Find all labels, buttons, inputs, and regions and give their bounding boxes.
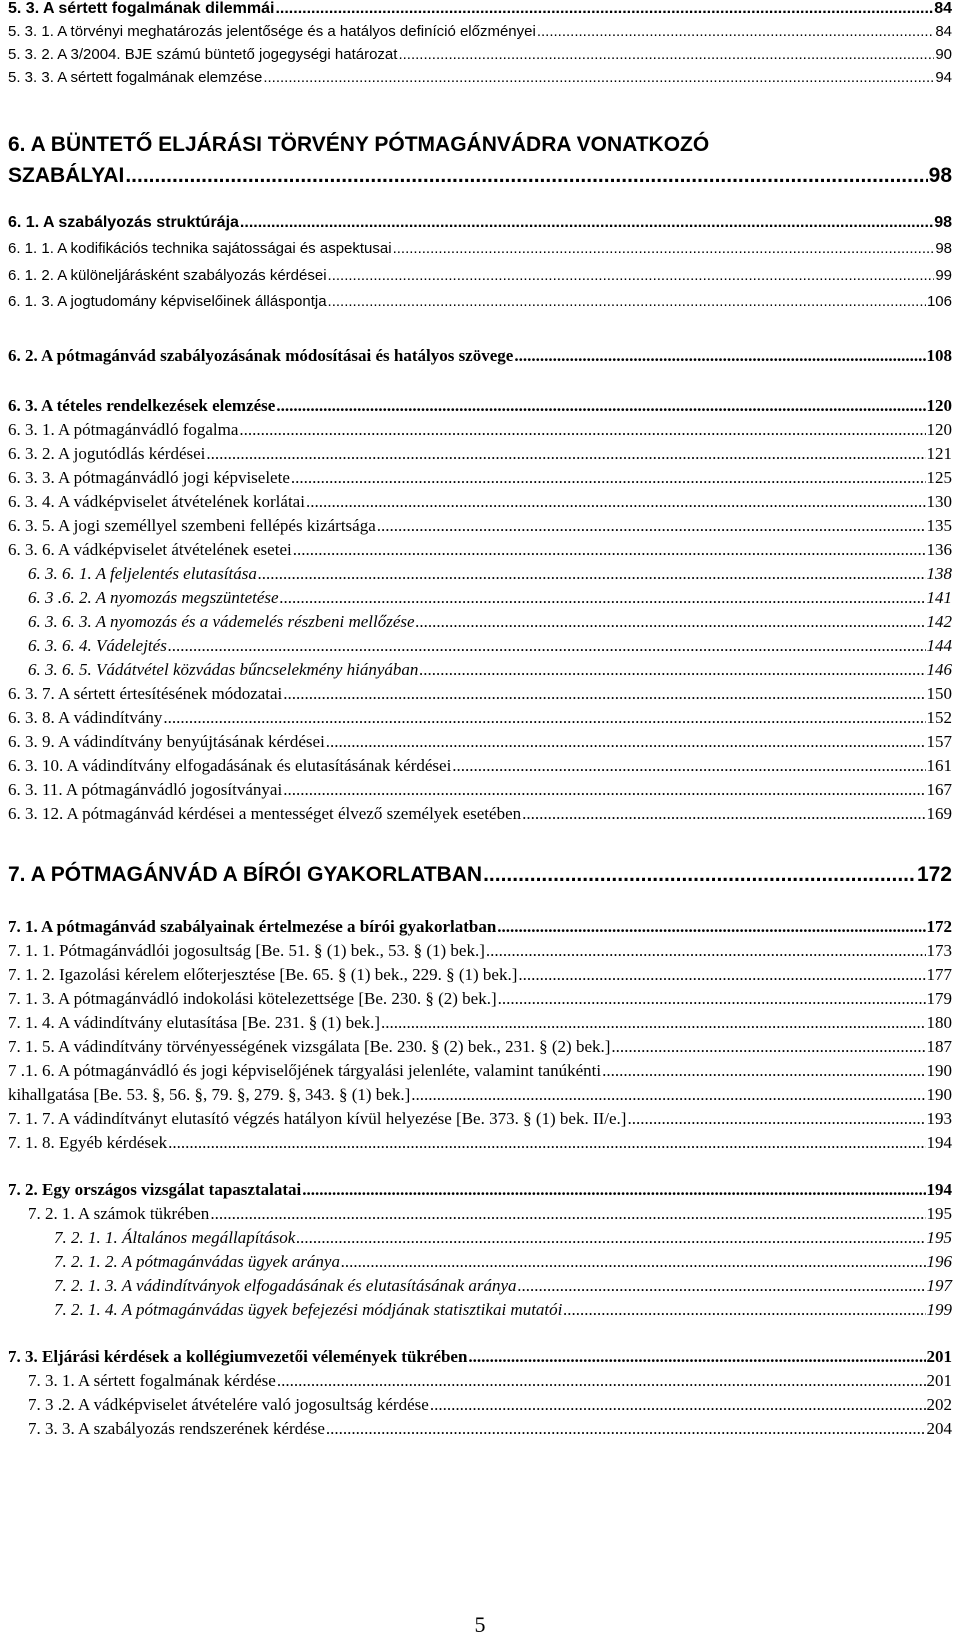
toc-entry-page: 194 bbox=[926, 1133, 952, 1152]
toc-entry-title: 7. 3. 1. A sértett fogalmának kérdése bbox=[28, 1371, 276, 1390]
toc-leader bbox=[611, 1037, 925, 1057]
toc-leader bbox=[411, 1085, 925, 1105]
toc-entry-page: 187 bbox=[926, 1037, 952, 1056]
toc-entry bbox=[8, 780, 952, 800]
toc-leader bbox=[326, 732, 926, 752]
toc-entry bbox=[8, 0, 952, 18]
toc-entry-page: 152 bbox=[926, 708, 952, 727]
toc-entry-page: 98 bbox=[928, 164, 952, 187]
toc-leader bbox=[296, 1228, 925, 1248]
toc-leader bbox=[498, 989, 926, 1009]
toc-entry-page: 142 bbox=[926, 612, 952, 631]
toc-leader bbox=[239, 420, 925, 440]
toc-entry bbox=[8, 492, 952, 512]
toc-entry bbox=[8, 516, 952, 536]
toc-entry bbox=[8, 293, 952, 310]
toc-entry-title: 7. 3. 3. A szabályozás rendszerének kérdése bbox=[28, 1419, 325, 1438]
toc-entry-page: 172 bbox=[926, 917, 952, 936]
toc-entry bbox=[8, 468, 952, 488]
toc-entry-title: SZABÁLYAI bbox=[8, 164, 125, 187]
toc-leader bbox=[483, 863, 916, 887]
toc-entry-page: 144 bbox=[926, 636, 952, 655]
toc-entry-title: 6. 3. 5. A jogi személlyel szembeni fellépés kizártsága bbox=[8, 516, 376, 535]
toc-leader bbox=[393, 240, 935, 257]
toc-entry bbox=[8, 756, 952, 776]
toc-entry bbox=[8, 1085, 952, 1105]
toc-leader bbox=[419, 660, 925, 680]
toc-entry-title: 6. 3. 6. 4. Vádelejtés bbox=[28, 636, 167, 655]
toc-entry-page: 108 bbox=[926, 346, 952, 365]
toc-entry-title: 7 .1. 6. A pótmagánvádló és jogi képviselőjének tárgyalási jelenléte, valamint tanúkénti bbox=[8, 1061, 602, 1080]
toc-leader bbox=[328, 293, 926, 310]
toc-entry bbox=[28, 660, 952, 680]
toc-entry-title: 7. 2. 1. 1. Általános megállapítások bbox=[54, 1228, 296, 1247]
toc-entry bbox=[54, 1228, 952, 1248]
toc-entry bbox=[8, 444, 952, 464]
toc-entry-page: 194 bbox=[926, 1180, 952, 1199]
toc-leader bbox=[168, 1133, 925, 1153]
toc-entry-page: 99 bbox=[935, 267, 952, 284]
toc-entry-title: 7. 2. Egy országos vizsgálat tapasztalatai bbox=[8, 1180, 302, 1199]
toc-entry-title: 7. 2. 1. A számok tükrében bbox=[28, 1204, 210, 1223]
toc-entry bbox=[28, 1395, 952, 1415]
toc-entry bbox=[8, 732, 952, 752]
toc-entry-title: 7. 2. 1. 3. A vádindítványok elfogadásának és elutasításának aránya bbox=[54, 1276, 517, 1295]
toc-entry-page: 172 bbox=[916, 863, 952, 886]
toc-entry bbox=[8, 164, 952, 188]
toc-entry-title: 6. 3. 12. A pótmagánvád kérdései a mentességet élvező személyek esetében bbox=[8, 804, 522, 823]
toc-entry-title: 5. 3. A sértett fogalmának dilemmái bbox=[8, 0, 275, 17]
toc-entry-title: 7. 1. 3. A pótmagánvádló indokolási kötelezettsége [Be. 230. § (2) bek.] bbox=[8, 989, 497, 1008]
toc-entry-page: 141 bbox=[926, 588, 952, 607]
toc-entry bbox=[8, 1013, 952, 1033]
toc-entry-title: 7. A PÓTMAGÁNVÁD A BÍRÓI GYAKORLATBAN bbox=[8, 863, 483, 886]
toc-entry bbox=[28, 1371, 952, 1391]
toc-entry-title: 6. 3. 10. A vádindítvány elfogadásának és elutasításának kérdései bbox=[8, 756, 452, 775]
toc-entry bbox=[8, 965, 952, 985]
toc-entry-title: 6. 1. 1. A kodifikációs technika sajátosságai és aspektusai bbox=[8, 240, 392, 257]
toc-entry-title: 6. 2. A pótmagánvád szabályozásának módosításai és hatályos szövege bbox=[8, 346, 514, 365]
toc-entry bbox=[8, 708, 952, 728]
toc-entry-page: 135 bbox=[926, 516, 952, 535]
toc-leader bbox=[263, 69, 934, 86]
toc-leader bbox=[416, 612, 926, 632]
toc-leader bbox=[518, 965, 925, 985]
toc-entry-page: 98 bbox=[935, 240, 952, 257]
toc-entry-page: 169 bbox=[926, 804, 952, 823]
toc-leader bbox=[293, 540, 926, 560]
toc-entry bbox=[8, 1133, 952, 1153]
toc-entry-title: 7. 3. Eljárási kérdések a kollégiumvezetői vélemények tükrében bbox=[8, 1347, 468, 1366]
toc-entry-title: 7. 2. 1. 4. A pótmagánvádas ügyek befejezési módjának statisztikai mutatói bbox=[54, 1300, 563, 1319]
toc-leader bbox=[430, 1395, 926, 1415]
toc-entry-page: 90 bbox=[935, 46, 952, 63]
toc-entry-page: 190 bbox=[926, 1085, 952, 1104]
toc-entry bbox=[8, 1109, 952, 1129]
toc-entry-title: 6. 3. 9. A vádindítvány benyújtásának kérdései bbox=[8, 732, 325, 751]
toc-entry bbox=[8, 804, 952, 824]
toc-entry-page: 177 bbox=[926, 965, 952, 984]
toc-leader bbox=[381, 1013, 925, 1033]
toc-entry bbox=[8, 346, 952, 366]
toc-entry-title: 6. 3 .6. 2. A nyomozás megszüntetése bbox=[28, 588, 279, 607]
toc-leader bbox=[306, 492, 926, 512]
toc-entry bbox=[8, 989, 952, 1009]
toc-entry bbox=[8, 1180, 952, 1200]
toc-leader bbox=[240, 214, 933, 232]
toc-leader bbox=[163, 708, 925, 728]
toc-entry-title: 6. 1. A szabályozás struktúrája bbox=[8, 214, 239, 231]
toc-entry-page: 197 bbox=[926, 1276, 952, 1295]
toc-entry bbox=[8, 396, 952, 416]
toc-entry bbox=[8, 23, 952, 40]
toc-entry-title: 6. 1. 3. A jogtudomány képviselőinek álláspontja bbox=[8, 293, 327, 310]
toc-leader bbox=[280, 588, 926, 608]
toc-entry-title: 6. 3. A tételes rendelkezések elemzése bbox=[8, 396, 276, 415]
toc-entry-title: 7. 1. 4. A vádindítvány elutasítása [Be. 231. § (1) bek.] bbox=[8, 1013, 381, 1032]
page-number: 5 bbox=[474, 1612, 486, 1637]
toc-entry-page: 157 bbox=[926, 732, 952, 751]
toc-entry-page: 190 bbox=[926, 1061, 952, 1080]
toc-entry-title: 5. 3. 3. A sértett fogalmának elemzése bbox=[8, 69, 263, 86]
toc-entry-page: 146 bbox=[926, 660, 952, 679]
toc-leader bbox=[627, 1109, 925, 1129]
toc-leader bbox=[283, 780, 925, 800]
toc-leader bbox=[283, 684, 925, 704]
toc-entry-title: 6. 3. 6. 5. Vádátvétel közvádas bűncselekmény hiányában bbox=[28, 660, 419, 679]
toc-leader bbox=[277, 1371, 926, 1391]
toc-leader bbox=[514, 346, 925, 366]
toc-entry bbox=[28, 588, 952, 608]
toc-entry bbox=[8, 863, 952, 887]
toc-entry-title: 6. 3. 7. A sértett értesítésének módozatai bbox=[8, 684, 283, 703]
toc-entry-page: 120 bbox=[926, 396, 952, 415]
toc-entry-title: 7. 1. 1. Pótmagánvádlói jogosultság [Be. 51. § (1) bek., 53. § (1) bek.] bbox=[8, 941, 485, 960]
toc-entry-page: 121 bbox=[926, 444, 952, 463]
toc-entry-page: 84 bbox=[934, 0, 952, 17]
toc-leader bbox=[398, 46, 934, 63]
toc-entry bbox=[8, 1061, 952, 1081]
toc-entry-page: 180 bbox=[926, 1013, 952, 1032]
toc-entry-page: 120 bbox=[926, 420, 952, 439]
toc-leader bbox=[168, 636, 926, 656]
toc-entry bbox=[8, 684, 952, 704]
toc-entry-title: 5. 3. 1. A törvényi meghatározás jelentősége és a hatályos definíció előzményei bbox=[8, 23, 536, 40]
toc-entry-title: 7. 1. A pótmagánvád szabályainak értelmezése a bírói gyakorlatban bbox=[8, 917, 497, 936]
toc-entry bbox=[8, 420, 952, 440]
toc-entry-page: 167 bbox=[926, 780, 952, 799]
toc-entry-title: 7. 1. 7. A vádindítványt elutasító végzés hatályon kívül helyezése [Be. 373. § (1) bek. II/e.] bbox=[8, 1109, 627, 1128]
toc-entry-page: 136 bbox=[926, 540, 952, 559]
toc-leader bbox=[377, 516, 926, 536]
toc-entry-title: 6. 3. 11. A pótmagánvádló jogosítványai bbox=[8, 780, 283, 799]
toc-entry bbox=[54, 1276, 952, 1296]
toc-leader bbox=[602, 1061, 925, 1081]
toc-entry-title: 6. 3. 6. 1. A feljelentés elutasítása bbox=[28, 564, 257, 583]
toc-entry-page: 125 bbox=[926, 468, 952, 487]
toc-entry-title: 6. 3. 3. A pótmagánvádló jogi képviselete bbox=[8, 468, 290, 487]
toc-entry bbox=[28, 1204, 952, 1224]
toc-entry-page: 204 bbox=[926, 1419, 952, 1438]
toc-entry-page: 201 bbox=[926, 1371, 952, 1390]
toc-entry bbox=[8, 1037, 952, 1057]
toc-entry-page: 179 bbox=[926, 989, 952, 1008]
toc-leader bbox=[302, 1180, 925, 1200]
toc-entry-title: 7. 1. 2. Igazolási kérelem előterjesztése [Be. 65. § (1) bek., 229. § (1) bek.] bbox=[8, 965, 518, 984]
toc-entry-page: 195 bbox=[926, 1204, 952, 1223]
toc-entry-title: 7. 2. 1. 2. A pótmagánvádas ügyek aránya bbox=[54, 1252, 340, 1271]
toc-leader bbox=[452, 756, 925, 776]
toc-entry-page: 199 bbox=[926, 1300, 952, 1319]
toc-entry bbox=[8, 267, 952, 284]
toc-entry bbox=[28, 612, 952, 632]
toc-entry bbox=[28, 636, 952, 656]
toc-leader bbox=[518, 1276, 926, 1296]
toc-entry bbox=[54, 1252, 952, 1272]
toc-entry-title: 6. 3. 6. A vádképviselet átvételének esetei bbox=[8, 540, 292, 559]
toc-entry-page: 130 bbox=[926, 492, 952, 511]
toc-entry-page: 106 bbox=[926, 293, 952, 310]
toc-entry-title: 7. 3 .2. A vádképviselet átvételére való jogosultság kérdése bbox=[28, 1395, 429, 1414]
toc-entry-title: 7. 1. 5. A vádindítvány törvényességének vizsgálata [Be. 230. § (2) bek., 231. § (2) bek.] bbox=[8, 1037, 611, 1056]
toc-entry-page: 202 bbox=[926, 1395, 952, 1414]
toc-leader bbox=[563, 1300, 925, 1320]
toc-entry-page: 196 bbox=[926, 1252, 952, 1271]
toc-entry-page: 193 bbox=[926, 1109, 952, 1128]
toc-entry bbox=[8, 941, 952, 961]
toc-leader bbox=[497, 917, 925, 937]
toc-entry-page: 173 bbox=[926, 941, 952, 960]
toc-entry-title: 6. A BÜNTETŐ ELJÁRÁSI TÖRVÉNY PÓTMAGÁNVÁDRA VONATKOZÓ bbox=[8, 133, 710, 156]
toc-entry-title: 6. 3. 2. A jogutódlás kérdései bbox=[8, 444, 206, 463]
toc-entry-title: 6. 3. 1. A pótmagánvádló fogalma bbox=[8, 420, 239, 439]
toc-entry-title: kihallgatása [Be. 53. §, 56. §, 79. §, 279. §, 343. § (1) bek.] bbox=[8, 1085, 411, 1104]
toc-entry bbox=[8, 133, 952, 157]
toc-leader bbox=[125, 164, 927, 188]
toc-entry-page: 150 bbox=[926, 684, 952, 703]
toc-leader bbox=[258, 564, 926, 584]
toc-entry bbox=[8, 1347, 952, 1367]
toc-leader bbox=[522, 804, 925, 824]
toc-entry-title: 6. 3. 8. A vádindítvány bbox=[8, 708, 163, 727]
toc-leader bbox=[210, 1204, 925, 1224]
toc-leader bbox=[326, 1419, 926, 1439]
toc-entry-page: 84 bbox=[935, 23, 952, 40]
toc-entry-page: 94 bbox=[935, 69, 952, 86]
toc-leader bbox=[468, 1347, 925, 1367]
toc-leader bbox=[328, 267, 935, 284]
toc-entry-page: 195 bbox=[926, 1228, 952, 1247]
toc-entry-title: 7. 1. 8. Egyéb kérdések bbox=[8, 1133, 168, 1152]
toc-leader bbox=[275, 0, 933, 18]
toc-entry bbox=[8, 69, 952, 86]
toc-leader bbox=[291, 468, 926, 488]
toc-entry-title: 6. 3. 6. 3. A nyomozás és a vádemelés részbeni mellőzése bbox=[28, 612, 415, 631]
toc-entry bbox=[8, 46, 952, 63]
toc-entry-title: 6. 3. 4. A vádképviselet átvételének korlátai bbox=[8, 492, 305, 511]
toc-leader bbox=[341, 1252, 926, 1272]
toc-entry bbox=[8, 540, 952, 560]
toc-leader bbox=[537, 23, 934, 40]
toc-entry-page: 201 bbox=[926, 1347, 952, 1366]
toc-entry bbox=[8, 214, 952, 232]
toc-entry-page: 161 bbox=[926, 756, 952, 775]
toc-entry-page: 138 bbox=[926, 564, 952, 583]
toc-leader bbox=[486, 941, 926, 961]
toc-entry-title: 6. 1. 2. A különeljárásként szabályozás kérdései bbox=[8, 267, 327, 284]
toc-leader bbox=[206, 444, 925, 464]
toc-entry bbox=[54, 1300, 952, 1320]
toc-entry bbox=[8, 917, 952, 937]
toc-leader bbox=[276, 396, 925, 416]
toc-entry bbox=[28, 1419, 952, 1439]
toc-entry bbox=[28, 564, 952, 584]
toc-entry-title: 5. 3. 2. A 3/2004. BJE számú büntető jogegységi határozat bbox=[8, 46, 398, 63]
toc-entry bbox=[8, 240, 952, 257]
toc-entry-page: 98 bbox=[934, 214, 952, 231]
